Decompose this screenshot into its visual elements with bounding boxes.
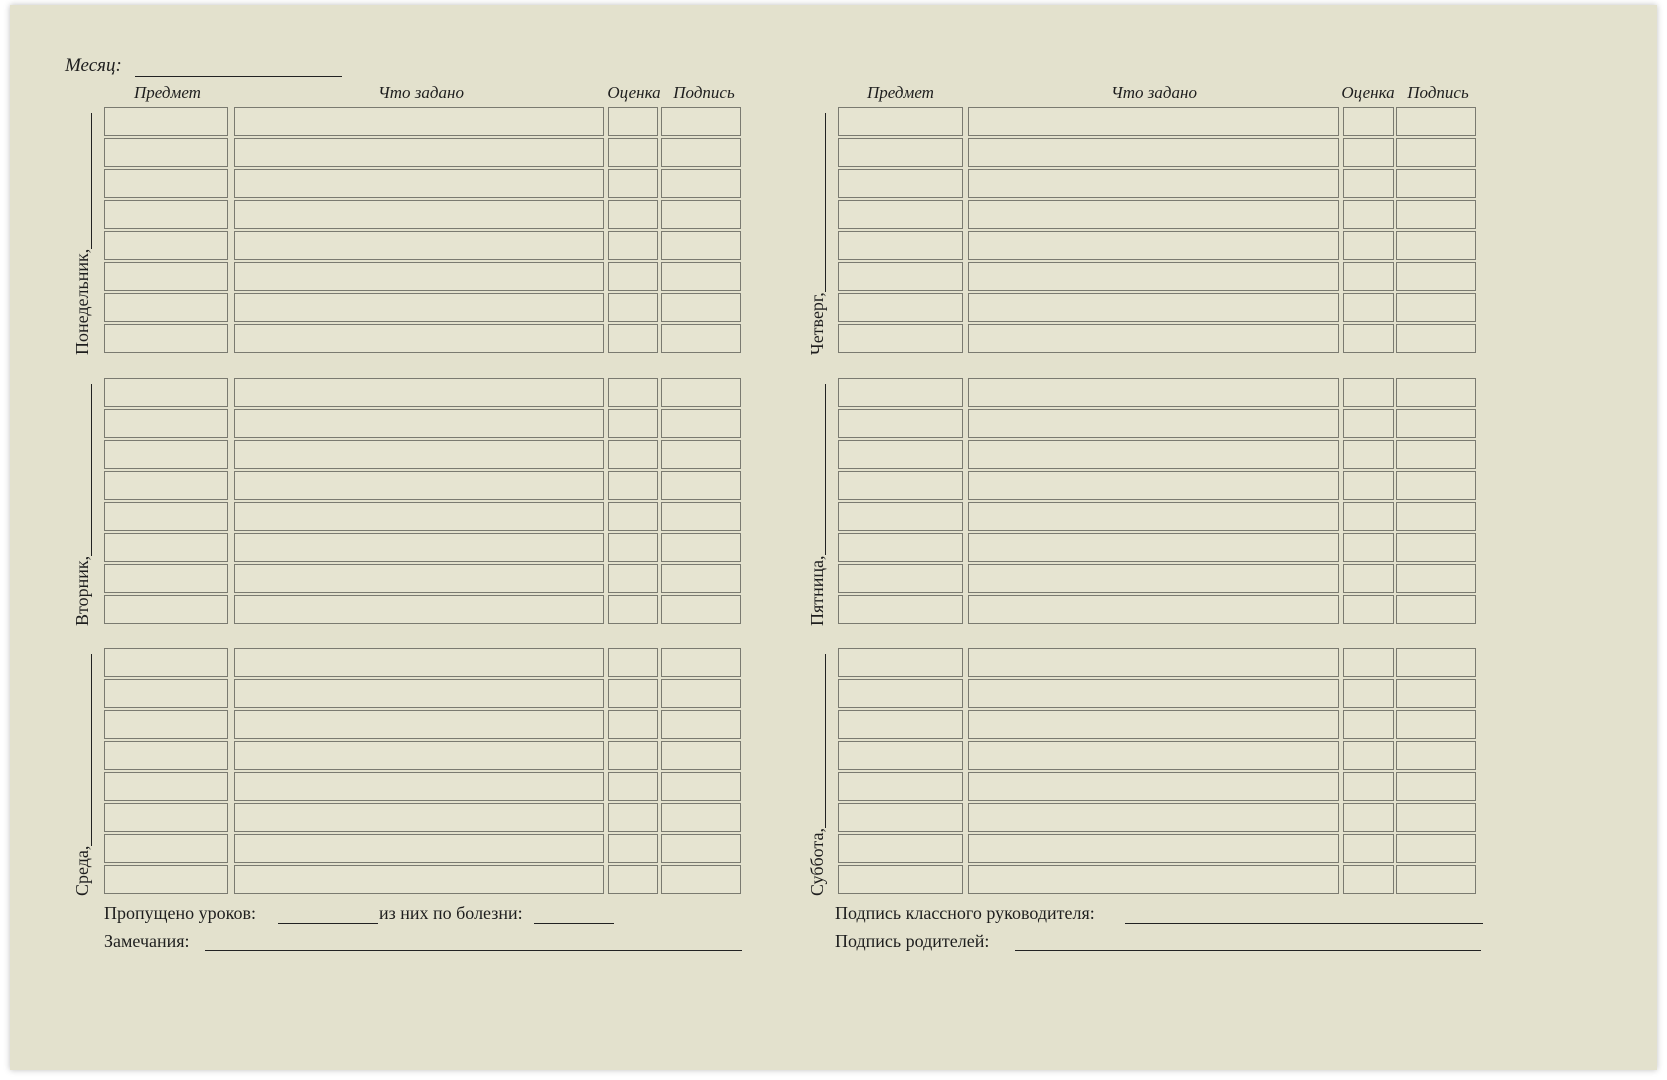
left-grade-cell[interactable]: [608, 231, 658, 260]
left-grade-cell[interactable]: [608, 138, 658, 167]
left-signature-cell[interactable]: [661, 169, 741, 198]
left-subject-cell[interactable]: [104, 107, 228, 136]
right-signature-cell[interactable]: [1396, 378, 1476, 407]
left-signature-cell[interactable]: [661, 648, 741, 677]
left-subject-cell[interactable]: [104, 834, 228, 863]
left-assignment-cell[interactable]: [234, 772, 604, 801]
right-assignment-cell[interactable]: [968, 564, 1339, 593]
right-signature-cell[interactable]: [1396, 502, 1476, 531]
right-subject-cell[interactable]: [838, 231, 963, 260]
left-grade-cell[interactable]: [608, 834, 658, 863]
right-assignment-cell[interactable]: [968, 440, 1339, 469]
left-assignment-cell[interactable]: [234, 378, 604, 407]
left-assignment-cell[interactable]: [234, 471, 604, 500]
right-assignment-cell[interactable]: [968, 262, 1339, 291]
left-header-assignment: Что задано: [378, 83, 464, 102]
right-grade-cell[interactable]: [1343, 409, 1394, 438]
left-subject-cell[interactable]: [104, 803, 228, 832]
right-signature-cell[interactable]: [1396, 200, 1476, 229]
remarks-field[interactable]: [205, 950, 742, 951]
left-subject-cell[interactable]: [104, 169, 228, 198]
left-signature-cell[interactable]: [661, 710, 741, 739]
day-label: Вторник,: [72, 555, 92, 626]
right-subject-cell[interactable]: [838, 595, 963, 624]
left-signature-cell[interactable]: [661, 471, 741, 500]
left-signature-cell[interactable]: [661, 409, 741, 438]
left-grade-cell[interactable]: [608, 772, 658, 801]
parents-signature-field[interactable]: [1015, 950, 1481, 951]
left-grade-cell[interactable]: [608, 679, 658, 708]
right-signature-cell[interactable]: [1396, 648, 1476, 677]
left-assignment-cell[interactable]: [234, 679, 604, 708]
day-label: Понедельник,: [72, 248, 92, 355]
right-grade-cell[interactable]: [1343, 231, 1394, 260]
teacher-signature-label: Подпись классного руководителя:: [835, 903, 1095, 923]
missed-lessons-field[interactable]: [278, 923, 378, 924]
date-field-line[interactable]: [91, 654, 92, 846]
left-subject-cell[interactable]: [104, 533, 228, 562]
right-subject-cell[interactable]: [838, 772, 963, 801]
right-signature-cell[interactable]: [1396, 710, 1476, 739]
left-signature-cell[interactable]: [661, 595, 741, 624]
right-grade-cell[interactable]: [1343, 679, 1394, 708]
left-signature-cell[interactable]: [661, 679, 741, 708]
day-label: Четверг,: [807, 292, 827, 355]
left-grade-cell[interactable]: [608, 293, 658, 322]
left-assignment-cell[interactable]: [234, 834, 604, 863]
left-signature-cell[interactable]: [661, 138, 741, 167]
illness-label: из них по болезни:: [379, 903, 523, 923]
right-assignment-cell[interactable]: [968, 409, 1339, 438]
right-assignment-cell[interactable]: [968, 865, 1339, 894]
right-grade-cell[interactable]: [1343, 378, 1394, 407]
left-assignment-cell[interactable]: [234, 231, 604, 260]
right-subject-cell[interactable]: [838, 834, 963, 863]
right-subject-cell[interactable]: [838, 533, 963, 562]
left-header-grade: Оценка: [607, 83, 661, 102]
right-assignment-cell[interactable]: [968, 648, 1339, 677]
missed-lessons-label: Пропущено уроков:: [104, 903, 256, 923]
day-label: Суббота,: [807, 828, 827, 896]
right-grade-cell[interactable]: [1343, 107, 1394, 136]
left-assignment-cell[interactable]: [234, 409, 604, 438]
parents-signature-label: Подпись родителей:: [835, 931, 990, 951]
left-grade-cell[interactable]: [608, 710, 658, 739]
right-signature-cell[interactable]: [1396, 107, 1476, 136]
right-assignment-cell[interactable]: [968, 169, 1339, 198]
right-grade-cell[interactable]: [1343, 834, 1394, 863]
right-grade-cell[interactable]: [1343, 772, 1394, 801]
right-subject-cell[interactable]: [838, 471, 963, 500]
left-grade-cell[interactable]: [608, 200, 658, 229]
left-signature-cell[interactable]: [661, 231, 741, 260]
left-subject-cell[interactable]: [104, 679, 228, 708]
left-signature-cell[interactable]: [661, 741, 741, 770]
right-signature-cell[interactable]: [1396, 138, 1476, 167]
left-grade-cell[interactable]: [608, 409, 658, 438]
left-assignment-cell[interactable]: [234, 533, 604, 562]
right-assignment-cell[interactable]: [968, 378, 1339, 407]
right-assignment-cell[interactable]: [968, 231, 1339, 260]
left-signature-cell[interactable]: [661, 533, 741, 562]
right-signature-cell[interactable]: [1396, 440, 1476, 469]
left-assignment-cell[interactable]: [234, 107, 604, 136]
right-header-signature: Подпись: [1407, 83, 1469, 102]
right-grade-cell[interactable]: [1343, 293, 1394, 322]
right-grade-cell[interactable]: [1343, 502, 1394, 531]
right-subject-cell[interactable]: [838, 409, 963, 438]
left-subject-cell[interactable]: [104, 440, 228, 469]
right-assignment-cell[interactable]: [968, 200, 1339, 229]
right-grade-cell[interactable]: [1343, 533, 1394, 562]
right-assignment-cell[interactable]: [968, 324, 1339, 353]
right-subject-cell[interactable]: [838, 440, 963, 469]
left-grade-cell[interactable]: [608, 564, 658, 593]
left-signature-cell[interactable]: [661, 834, 741, 863]
right-assignment-cell[interactable]: [968, 293, 1339, 322]
left-grade-cell[interactable]: [608, 378, 658, 407]
left-subject-cell[interactable]: [104, 231, 228, 260]
right-subject-cell[interactable]: [838, 710, 963, 739]
left-assignment-cell[interactable]: [234, 293, 604, 322]
right-header-grade: Оценка: [1341, 83, 1395, 102]
date-field-line[interactable]: [825, 654, 826, 828]
left-assignment-cell[interactable]: [234, 865, 604, 894]
left-subject-cell[interactable]: [104, 772, 228, 801]
left-grade-cell[interactable]: [608, 440, 658, 469]
right-signature-cell[interactable]: [1396, 471, 1476, 500]
date-field-line[interactable]: [91, 384, 92, 556]
right-signature-cell[interactable]: [1396, 772, 1476, 801]
right-grade-cell[interactable]: [1343, 595, 1394, 624]
left-subject-cell[interactable]: [104, 138, 228, 167]
left-grade-cell[interactable]: [608, 471, 658, 500]
left-assignment-cell[interactable]: [234, 741, 604, 770]
right-assignment-cell[interactable]: [968, 471, 1339, 500]
right-subject-cell[interactable]: [838, 200, 963, 229]
left-assignment-cell[interactable]: [234, 262, 604, 291]
left-subject-cell[interactable]: [104, 409, 228, 438]
left-subject-cell[interactable]: [104, 502, 228, 531]
left-subject-cell[interactable]: [104, 648, 228, 677]
left-grade-cell[interactable]: [608, 169, 658, 198]
right-assignment-cell[interactable]: [968, 533, 1339, 562]
right-signature-cell[interactable]: [1396, 679, 1476, 708]
right-grade-cell[interactable]: [1343, 324, 1394, 353]
left-assignment-cell[interactable]: [234, 169, 604, 198]
date-field-line[interactable]: [825, 384, 826, 555]
right-signature-cell[interactable]: [1396, 262, 1476, 291]
right-assignment-cell[interactable]: [968, 679, 1339, 708]
day-label: Пятница,: [807, 555, 827, 626]
left-subject-cell[interactable]: [104, 324, 228, 353]
right-signature-cell[interactable]: [1396, 564, 1476, 593]
left-assignment-cell[interactable]: [234, 440, 604, 469]
right-subject-cell[interactable]: [838, 741, 963, 770]
right-signature-cell[interactable]: [1396, 741, 1476, 770]
left-grade-cell[interactable]: [608, 648, 658, 677]
left-subject-cell[interactable]: [104, 741, 228, 770]
right-subject-cell[interactable]: [838, 803, 963, 832]
right-grade-cell[interactable]: [1343, 262, 1394, 291]
right-signature-cell[interactable]: [1396, 169, 1476, 198]
left-subject-cell[interactable]: [104, 865, 228, 894]
right-signature-cell[interactable]: [1396, 595, 1476, 624]
left-signature-cell[interactable]: [661, 564, 741, 593]
day-label: Среда,: [72, 845, 92, 896]
right-subject-cell[interactable]: [838, 324, 963, 353]
right-assignment-cell[interactable]: [968, 803, 1339, 832]
right-header-subject: Предмет: [867, 83, 934, 102]
left-grade-cell[interactable]: [608, 741, 658, 770]
left-subject-cell[interactable]: [104, 471, 228, 500]
right-signature-cell[interactable]: [1396, 834, 1476, 863]
right-subject-cell[interactable]: [838, 564, 963, 593]
teacher-signature-field[interactable]: [1125, 923, 1483, 924]
right-grade-cell[interactable]: [1343, 471, 1394, 500]
left-assignment-cell[interactable]: [234, 803, 604, 832]
left-signature-cell[interactable]: [661, 324, 741, 353]
left-signature-cell[interactable]: [661, 107, 741, 136]
right-subject-cell[interactable]: [838, 679, 963, 708]
right-grade-cell[interactable]: [1343, 710, 1394, 739]
left-assignment-cell[interactable]: [234, 648, 604, 677]
left-signature-cell[interactable]: [661, 293, 741, 322]
left-signature-cell[interactable]: [661, 378, 741, 407]
left-assignment-cell[interactable]: [234, 710, 604, 739]
left-assignment-cell[interactable]: [234, 502, 604, 531]
left-assignment-cell[interactable]: [234, 324, 604, 353]
right-header-assignment: Что задано: [1111, 83, 1197, 102]
right-grade-cell[interactable]: [1343, 200, 1394, 229]
left-signature-cell[interactable]: [661, 772, 741, 801]
right-subject-cell[interactable]: [838, 378, 963, 407]
left-subject-cell[interactable]: [104, 293, 228, 322]
right-signature-cell[interactable]: [1396, 231, 1476, 260]
right-assignment-cell[interactable]: [968, 595, 1339, 624]
right-subject-cell[interactable]: [838, 169, 963, 198]
left-grade-cell[interactable]: [608, 803, 658, 832]
left-grade-cell[interactable]: [608, 502, 658, 531]
diary-page: [10, 5, 1657, 1070]
left-subject-cell[interactable]: [104, 710, 228, 739]
right-grade-cell[interactable]: [1343, 648, 1394, 677]
illness-field[interactable]: [534, 923, 614, 924]
left-signature-cell[interactable]: [661, 440, 741, 469]
right-assignment-cell[interactable]: [968, 834, 1339, 863]
date-field-line[interactable]: [91, 113, 92, 249]
right-grade-cell[interactable]: [1343, 803, 1394, 832]
left-signature-cell[interactable]: [661, 803, 741, 832]
left-assignment-cell[interactable]: [234, 138, 604, 167]
right-assignment-cell[interactable]: [968, 502, 1339, 531]
remarks-label: Замечания:: [104, 931, 190, 951]
right-grade-cell[interactable]: [1343, 440, 1394, 469]
month-field-line[interactable]: [135, 76, 342, 77]
left-assignment-cell[interactable]: [234, 564, 604, 593]
left-signature-cell[interactable]: [661, 865, 741, 894]
right-grade-cell[interactable]: [1343, 865, 1394, 894]
right-assignment-cell[interactable]: [968, 772, 1339, 801]
right-subject-cell[interactable]: [838, 138, 963, 167]
right-signature-cell[interactable]: [1396, 865, 1476, 894]
left-subject-cell[interactable]: [104, 564, 228, 593]
right-subject-cell[interactable]: [838, 648, 963, 677]
right-signature-cell[interactable]: [1396, 324, 1476, 353]
right-subject-cell[interactable]: [838, 293, 963, 322]
left-signature-cell[interactable]: [661, 262, 741, 291]
right-signature-cell[interactable]: [1396, 409, 1476, 438]
right-assignment-cell[interactable]: [968, 107, 1339, 136]
left-grade-cell[interactable]: [608, 595, 658, 624]
right-subject-cell[interactable]: [838, 502, 963, 531]
right-subject-cell[interactable]: [838, 865, 963, 894]
left-grade-cell[interactable]: [608, 865, 658, 894]
right-subject-cell[interactable]: [838, 107, 963, 136]
left-subject-cell[interactable]: [104, 262, 228, 291]
left-subject-cell[interactable]: [104, 595, 228, 624]
right-grade-cell[interactable]: [1343, 564, 1394, 593]
left-grade-cell[interactable]: [608, 533, 658, 562]
right-grade-cell[interactable]: [1343, 741, 1394, 770]
left-signature-cell[interactable]: [661, 502, 741, 531]
right-assignment-cell[interactable]: [968, 138, 1339, 167]
left-grade-cell[interactable]: [608, 262, 658, 291]
left-subject-cell[interactable]: [104, 200, 228, 229]
date-field-line[interactable]: [825, 113, 826, 292]
month-label: Месяц:: [65, 55, 122, 76]
left-header-subject: Предмет: [134, 83, 201, 102]
left-header-signature: Подпись: [673, 83, 735, 102]
left-assignment-cell[interactable]: [234, 200, 604, 229]
left-assignment-cell[interactable]: [234, 595, 604, 624]
right-assignment-cell[interactable]: [968, 741, 1339, 770]
left-subject-cell[interactable]: [104, 378, 228, 407]
left-grade-cell[interactable]: [608, 107, 658, 136]
right-signature-cell[interactable]: [1396, 803, 1476, 832]
right-subject-cell[interactable]: [838, 262, 963, 291]
left-grade-cell[interactable]: [608, 324, 658, 353]
right-grade-cell[interactable]: [1343, 169, 1394, 198]
right-grade-cell[interactable]: [1343, 138, 1394, 167]
right-signature-cell[interactable]: [1396, 293, 1476, 322]
right-signature-cell[interactable]: [1396, 533, 1476, 562]
right-assignment-cell[interactable]: [968, 710, 1339, 739]
left-signature-cell[interactable]: [661, 200, 741, 229]
